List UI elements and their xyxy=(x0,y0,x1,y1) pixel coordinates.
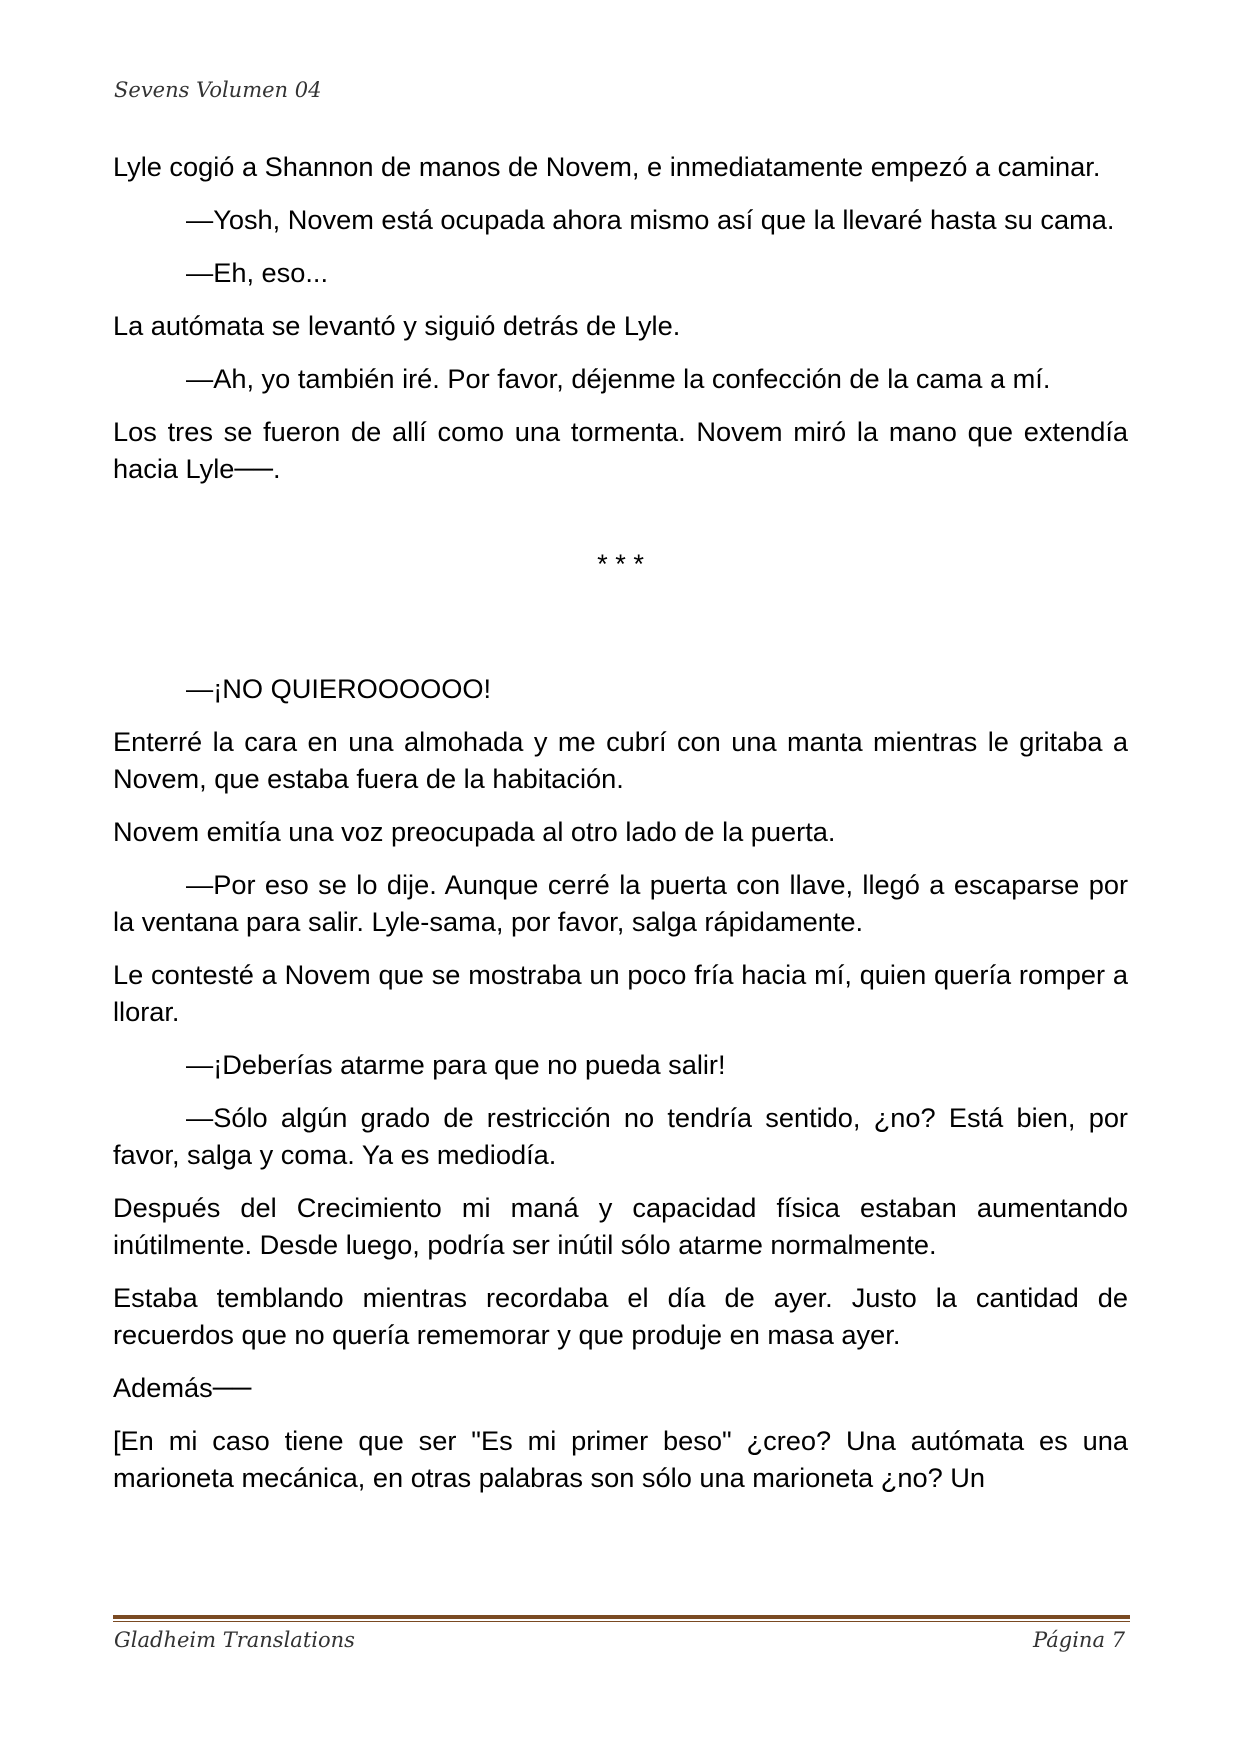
paragraph: Lyle cogió a Shannon de manos de Novem, e inmediatamente empezó a caminar. xyxy=(113,151,1101,182)
dialogue-line: —Por eso se lo dije. Aunque cerré la puerta con llave, llegó a escaparse por la ventana para salir. Lyle-sama, por favor, salga rápidamente. xyxy=(113,869,1128,937)
dialogue-line: —¡Deberías atarme para que no pueda salir! xyxy=(186,1049,726,1080)
scene-break: * * * xyxy=(597,548,644,579)
paragraph: La autómata se levantó y siguió detrás de Lyle. xyxy=(113,310,681,341)
footer-rule-thick xyxy=(113,1615,1130,1619)
dialogue-line: —Sólo algún grado de restricción no tendría sentido, ¿no? Está bien, por favor, salga y coma. Ya es mediodía. xyxy=(113,1102,1128,1170)
dialogue-line: —Ah, yo también iré. Por favor, déjenme la confección de la cama a mí. xyxy=(186,363,1051,394)
running-header: Sevens Volumen 04 xyxy=(114,78,322,102)
footer-rule xyxy=(113,1615,1130,1622)
page-number: Página 7 xyxy=(1033,1628,1125,1652)
paragraph: [En mi caso tiene que ser "Es mi primer beso" ¿creo? Una autómata es una marioneta mecánica, en otras palabras son sólo una marioneta ¿no? Un xyxy=(113,1425,1128,1493)
paragraph: Le contesté a Novem que se mostraba un poco fría hacia mí, quien quería romper a llorar. xyxy=(113,959,1128,1027)
paragraph: Novem emitía una voz preocupada al otro lado de la puerta. xyxy=(113,816,836,847)
paragraph: Además── xyxy=(113,1372,252,1403)
paragraph: Estaba temblando mientras recordaba el día de ayer. Justo la cantidad de recuerdos que no quería rememorar y que produje en masa ayer. xyxy=(113,1282,1128,1350)
paragraph: Enterré la cara en una almohada y me cubrí con una manta mientras le gritaba a Novem, que estaba fuera de la habitación. xyxy=(113,726,1128,794)
dialogue-line: —Eh, eso... xyxy=(186,257,329,288)
paragraph: Los tres se fueron de allí como una tormenta. Novem miró la mano que extendía hacia Lyle──. xyxy=(113,416,1128,484)
dialogue-line: —¡NO QUIEROOOOOO! xyxy=(186,673,492,704)
page-body xyxy=(113,148,1128,1512)
footer-credit: Gladheim Translations xyxy=(114,1628,355,1652)
footer-rule-thin xyxy=(113,1621,1130,1622)
dialogue-line: —Yosh, Novem está ocupada ahora mismo así que la llevaré hasta su cama. xyxy=(186,204,1115,235)
paragraph: Después del Crecimiento mi maná y capacidad física estaban aumentando inútilmente. Desde luego, podría ser inútil sólo atarme normalmente. xyxy=(113,1192,1128,1260)
